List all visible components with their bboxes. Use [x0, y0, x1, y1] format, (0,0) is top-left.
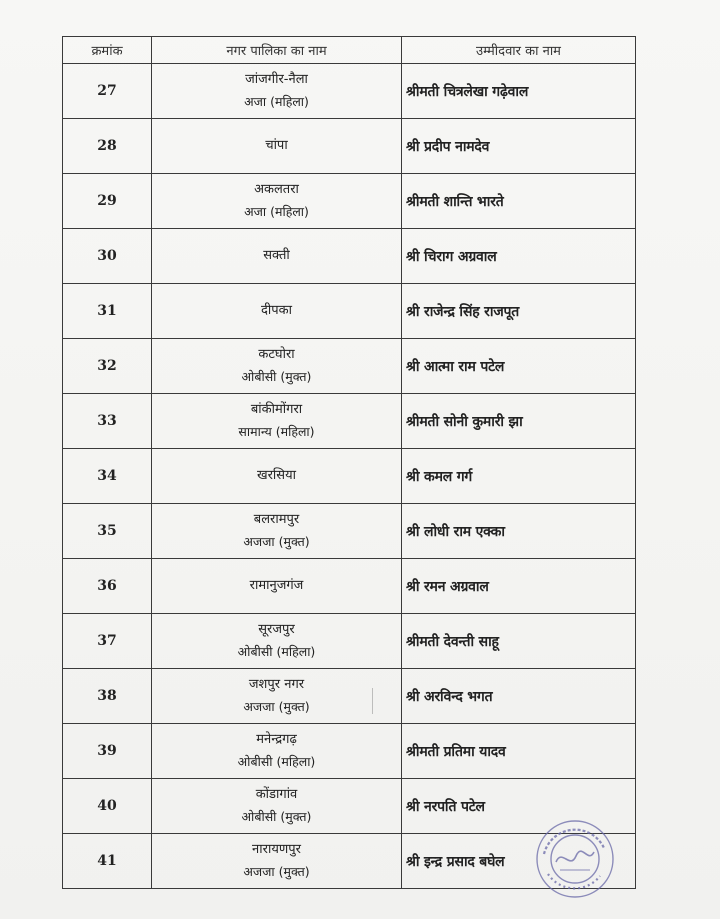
serial-number: 40 — [63, 779, 152, 834]
candidate-name: श्रीमती देवन्ती साहू — [402, 614, 636, 669]
table-row — [63, 339, 636, 394]
candidate-name: श्री कमल गर्ग — [402, 449, 636, 504]
reservation-category: सामान्य (महिला) — [238, 424, 315, 439]
candidate-name: श्रीमती चित्रलेखा गढ़ेवाल — [402, 64, 636, 119]
serial-number: 34 — [63, 449, 152, 504]
candidate-name: श्री इन्द्र प्रसाद बघेल — [402, 834, 636, 889]
table-row — [63, 834, 636, 889]
table-body — [63, 64, 636, 889]
municipality-name: बलरामपुर — [253, 512, 300, 527]
serial-number: 39 — [63, 724, 152, 779]
municipality-name: जांजगीर-नैला — [245, 72, 308, 87]
table-row — [63, 559, 636, 614]
table-row — [63, 504, 636, 559]
municipality-cell — [152, 559, 402, 614]
municipality-cell — [152, 669, 402, 724]
municipality-cell — [152, 504, 402, 559]
table-row — [63, 174, 636, 229]
reservation-category: अजा (महिला) — [244, 204, 309, 219]
candidate-table — [62, 36, 636, 889]
serial-number: 35 — [63, 504, 152, 559]
table-row — [63, 119, 636, 174]
municipality-cell — [152, 614, 402, 669]
municipality-name: जशपुर नगर — [248, 677, 305, 692]
municipality-name: दीपका — [260, 303, 292, 318]
serial-number: 38 — [63, 669, 152, 724]
municipality-cell — [152, 449, 402, 504]
table-row — [63, 669, 636, 724]
table-row — [63, 284, 636, 339]
serial-number: 37 — [63, 614, 152, 669]
municipality-name: सक्ती — [263, 248, 290, 263]
municipality-cell — [152, 339, 402, 394]
table-row — [63, 64, 636, 119]
candidate-name: श्री चिराग अग्रवाल — [402, 229, 636, 284]
municipality-name: चांपा — [265, 138, 288, 153]
municipality-cell — [152, 779, 402, 834]
reservation-category: अजजा (मुक्त) — [243, 534, 310, 549]
candidate-name: श्री राजेन्द्र सिंह राजपूत — [402, 284, 636, 339]
scan-mark — [372, 688, 373, 714]
header-candidate: उम्मीदवार का नाम — [402, 37, 636, 64]
reservation-category: ओबीसी (मुक्त) — [241, 809, 312, 824]
candidate-name: श्री आत्मा राम पटेल — [402, 339, 636, 394]
reservation-category: ओबीसी (महिला) — [237, 644, 316, 659]
municipality-name: नारायणपुर — [252, 842, 301, 857]
municipality-cell — [152, 174, 402, 229]
candidate-name: श्री रमन अग्रवाल — [402, 559, 636, 614]
candidate-name: श्री अरविन्द भगत — [402, 669, 636, 724]
reservation-category: अजजा (मुक्त) — [243, 864, 310, 879]
table-row — [63, 779, 636, 834]
header-municipality: नगर पालिका का नाम — [152, 37, 402, 64]
serial-number: 33 — [63, 394, 152, 449]
table-row — [63, 229, 636, 284]
municipality-name: खरसिया — [256, 468, 296, 483]
serial-number: 30 — [63, 229, 152, 284]
serial-number: 27 — [63, 64, 152, 119]
header-serial: क्रमांक — [63, 37, 152, 64]
municipality-cell — [152, 119, 402, 174]
municipality-name: बांकीमोंगरा — [250, 402, 303, 417]
candidate-name: श्री प्रदीप नामदेव — [402, 119, 636, 174]
municipality-name: मनेन्द्रगढ़ — [256, 732, 297, 747]
municipality-name: कोंडागांव — [255, 787, 298, 802]
reservation-category: ओबीसी (महिला) — [237, 754, 316, 769]
municipality-cell — [152, 229, 402, 284]
municipality-name: रामानुजगंज — [249, 578, 304, 593]
municipality-cell — [152, 64, 402, 119]
candidate-name: श्री लोधी राम एक्का — [402, 504, 636, 559]
municipality-cell — [152, 834, 402, 889]
reservation-category: अजा (महिला) — [244, 94, 309, 109]
candidate-name: श्री नरपति पटेल — [402, 779, 636, 834]
serial-number: 36 — [63, 559, 152, 614]
municipality-cell — [152, 284, 402, 339]
serial-number: 32 — [63, 339, 152, 394]
candidate-name: श्रीमती सोनी कुमारी झा — [402, 394, 636, 449]
table-row — [63, 394, 636, 449]
table-row — [63, 614, 636, 669]
reservation-category: ओबीसी (मुक्त) — [241, 369, 312, 384]
serial-number: 31 — [63, 284, 152, 339]
candidate-name: श्रीमती प्रतिमा यादव — [402, 724, 636, 779]
table-row — [63, 449, 636, 504]
municipality-name: कटघोरा — [258, 347, 295, 362]
table-header-row — [63, 37, 636, 64]
municipality-cell — [152, 394, 402, 449]
serial-number: 41 — [63, 834, 152, 889]
municipality-name: अकलतरा — [254, 182, 299, 197]
serial-number: 29 — [63, 174, 152, 229]
municipality-name: सूरजपुर — [258, 622, 295, 637]
table-row — [63, 724, 636, 779]
municipality-cell — [152, 724, 402, 779]
reservation-category: अजजा (मुक्त) — [243, 699, 310, 714]
candidate-name: श्रीमती शान्ति भारते — [402, 174, 636, 229]
serial-number: 28 — [63, 119, 152, 174]
